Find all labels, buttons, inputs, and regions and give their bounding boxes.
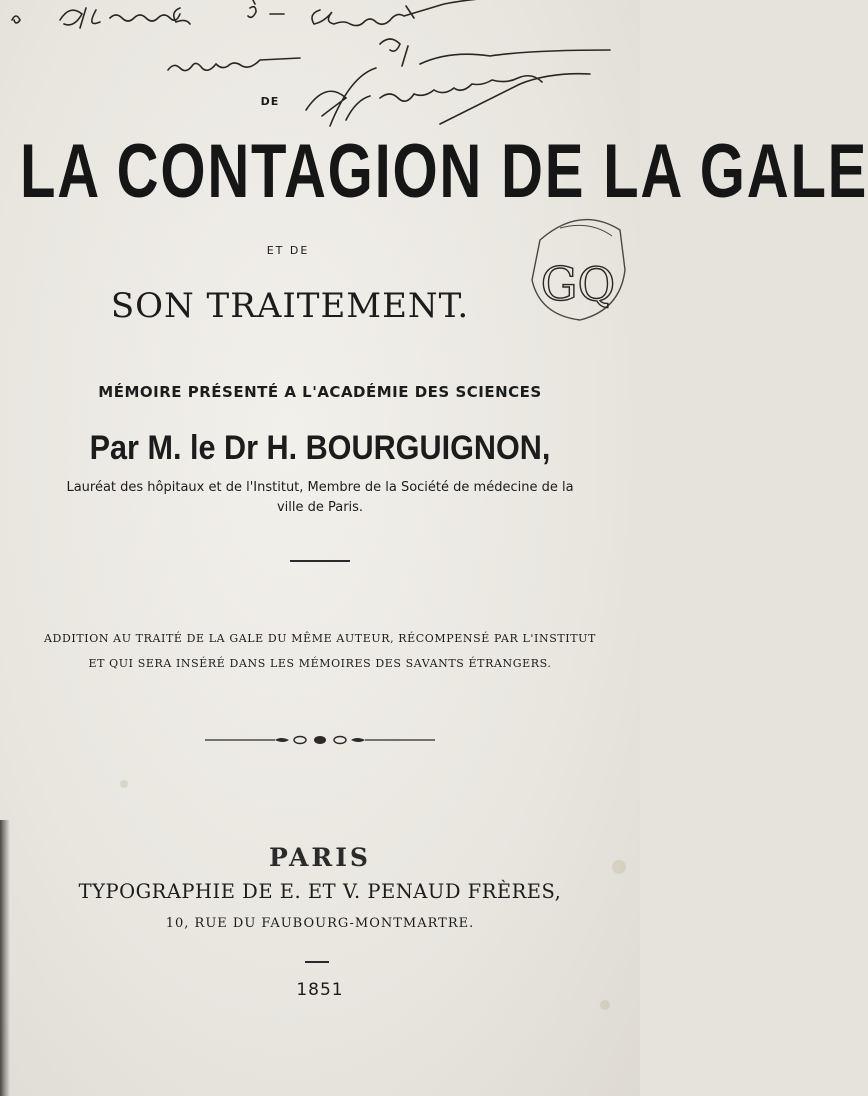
author-line: Par M. le Dr H. BOURGUIGNON,	[89, 429, 551, 467]
ornamental-rule	[205, 734, 435, 746]
addition-line: ADDITION AU TRAITÉ DE LA GALE DU MÊME AUTEUR, RÉCOMPENSÉ PAR L'INSTITUT	[44, 632, 596, 645]
addition-line: ET QUI SERA INSÉRÉ DANS LES MÉMOIRES DES SAVANTS ÉTRANGERS.	[88, 657, 552, 670]
binding-edge	[0, 820, 10, 1096]
affiliation-line: ville de Paris.	[276, 500, 364, 515]
divider-rule	[290, 560, 350, 562]
affiliation-line: Lauréat des hôpitaux et de l'Institut, Membre de la Société de médecine de la	[66, 480, 574, 495]
de-label: DE	[260, 95, 280, 108]
svg-text:GQ: GQ	[540, 257, 616, 311]
library-stamp	[520, 210, 630, 325]
publication-place: PARIS	[269, 843, 371, 872]
printer-address: 10, RUE DU FAUBOURG-MONTMARTRE.	[165, 916, 475, 931]
subtitle: SON TRAITEMENT.	[110, 286, 470, 326]
publication-year: 1851	[296, 980, 344, 1000]
year-rule	[305, 961, 329, 963]
memoire-heading: MÉMOIRE PRÉSENTÉ A L'ACADÉMIE DES SCIENCES	[98, 383, 542, 401]
paper-stain	[120, 780, 128, 788]
handwritten-inscription	[0, 0, 640, 140]
addition-note	[30, 626, 610, 676]
author-affiliation	[40, 478, 600, 518]
printer-name: TYPOGRAPHIE DE E. ET V. PENAUD FRÈRES,	[78, 880, 562, 903]
paper-stain	[600, 1000, 610, 1010]
et-de-label: ET DE	[266, 244, 310, 257]
main-title: LA CONTAGION DE LA GALE	[20, 128, 868, 214]
